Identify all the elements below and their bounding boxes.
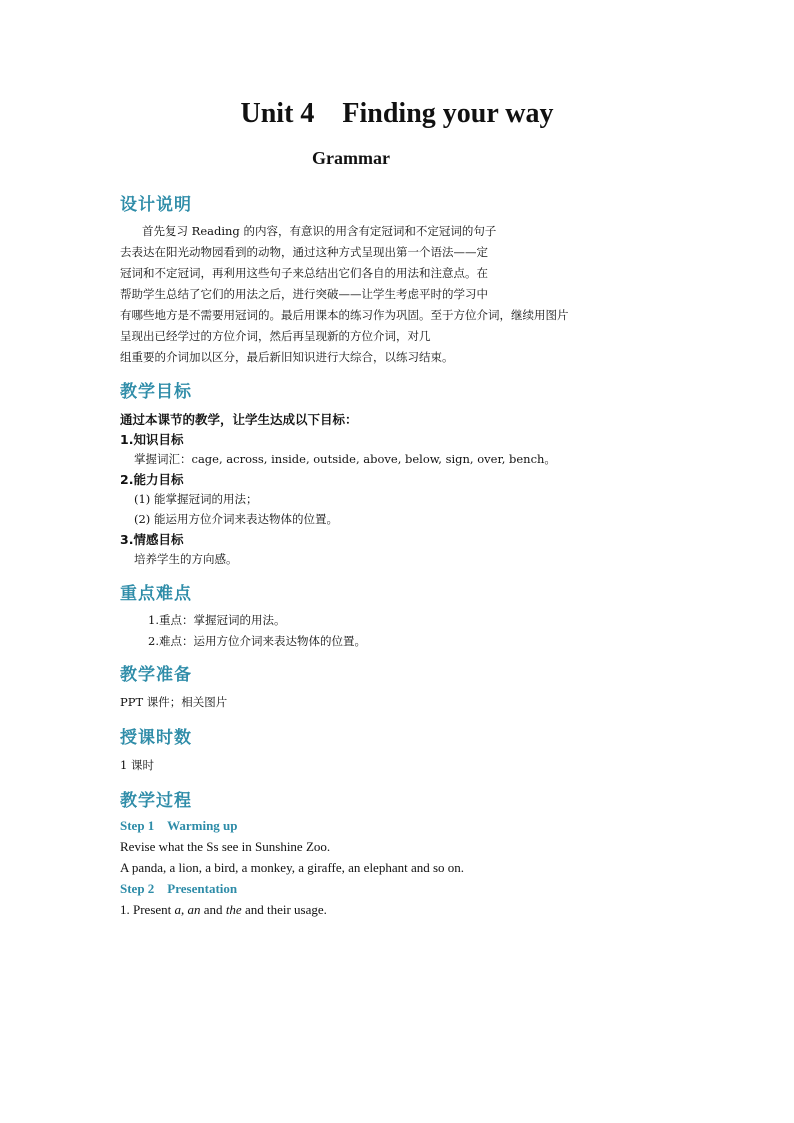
objectives-heading: 教学目标 — [120, 382, 192, 402]
article-a: a — [174, 902, 182, 917]
preparation-text: PPT 课件；相关图片 — [120, 695, 228, 709]
key-points-heading: 重点难点 — [120, 584, 192, 604]
step1-line-1: Revise what the Ss see in Sunshine Zoo. — [120, 839, 331, 854]
page-title: Unit 4 Finding your way — [240, 98, 554, 129]
design-line: 呈现出已经学过的方位介词，然后再呈现新的方位介词，对几 — [120, 329, 431, 343]
design-heading: 设计说明 — [120, 195, 192, 215]
ability-title: 2.能力目标 — [120, 472, 184, 487]
design-line: 帮助学生总结了它们的用法之后，进行突破——让学生考虑平时的学习中 — [120, 287, 488, 301]
key-point-1: 1.重点：掌握冠词的用法。 — [148, 613, 286, 627]
step2-separator: and — [200, 902, 226, 917]
step2-separator: , — [181, 902, 188, 917]
design-line: 冠词和不定冠词，再利用这些句子来总结出它们各自的用法和注意点。在 — [120, 266, 488, 280]
step2-line-1 — [120, 902, 327, 918]
step1-line-2: A panda, a lion, a bird, a monkey, a giraffe, an elephant and so on. — [120, 860, 465, 875]
design-line: 有哪些地方是不需要用冠词的。最后用课本的练习作为巩固。至于方位介词，继续用图片 — [120, 308, 569, 322]
step1-title: Step 1 Warming up — [120, 818, 238, 833]
emotion-title: 3.情感目标 — [120, 532, 184, 547]
step2-title: Step 2 Presentation — [120, 881, 238, 896]
article-an: an — [187, 902, 201, 917]
article-the: the — [225, 902, 242, 917]
knowledge-text: 掌握词汇：cage, across, inside, outside, above, below, sign, over, bench。 — [134, 452, 556, 466]
design-paragraph — [120, 221, 680, 368]
hours-text: 1 课时 — [120, 758, 154, 772]
ability-item-1: (1) 能掌握冠词的用法； — [134, 492, 258, 506]
hours-heading: 授课时数 — [120, 728, 192, 748]
key-point-2: 2.难点：运用方位介词来表达物体的位置。 — [148, 634, 366, 648]
step2-suffix: and their usage. — [241, 902, 327, 917]
emotion-text: 培养学生的方向感。 — [134, 552, 238, 566]
knowledge-title: 1.知识目标 — [120, 432, 184, 447]
design-line: 首先复习 Reading 的内容，有意识的用含有定冠词和不定冠词的句子 — [142, 224, 497, 238]
objectives-intro: 通过本课节的教学，让学生达成以下目标： — [120, 412, 358, 427]
preparation-heading: 教学准备 — [120, 665, 192, 685]
design-line: 去表达在阳光动物园看到的动物，通过这种方式呈现出第一个语法——定 — [120, 245, 488, 259]
design-line: 组重要的介词加以区分，最后新旧知识进行大综合，以练习结束。 — [120, 350, 454, 364]
step2-prefix: 1. Present — [120, 902, 175, 917]
ability-item-2: (2) 能运用方位介词来表达物体的位置。 — [134, 512, 338, 526]
page-subtitle: Grammar — [312, 148, 390, 168]
process-heading: 教学过程 — [120, 791, 192, 811]
